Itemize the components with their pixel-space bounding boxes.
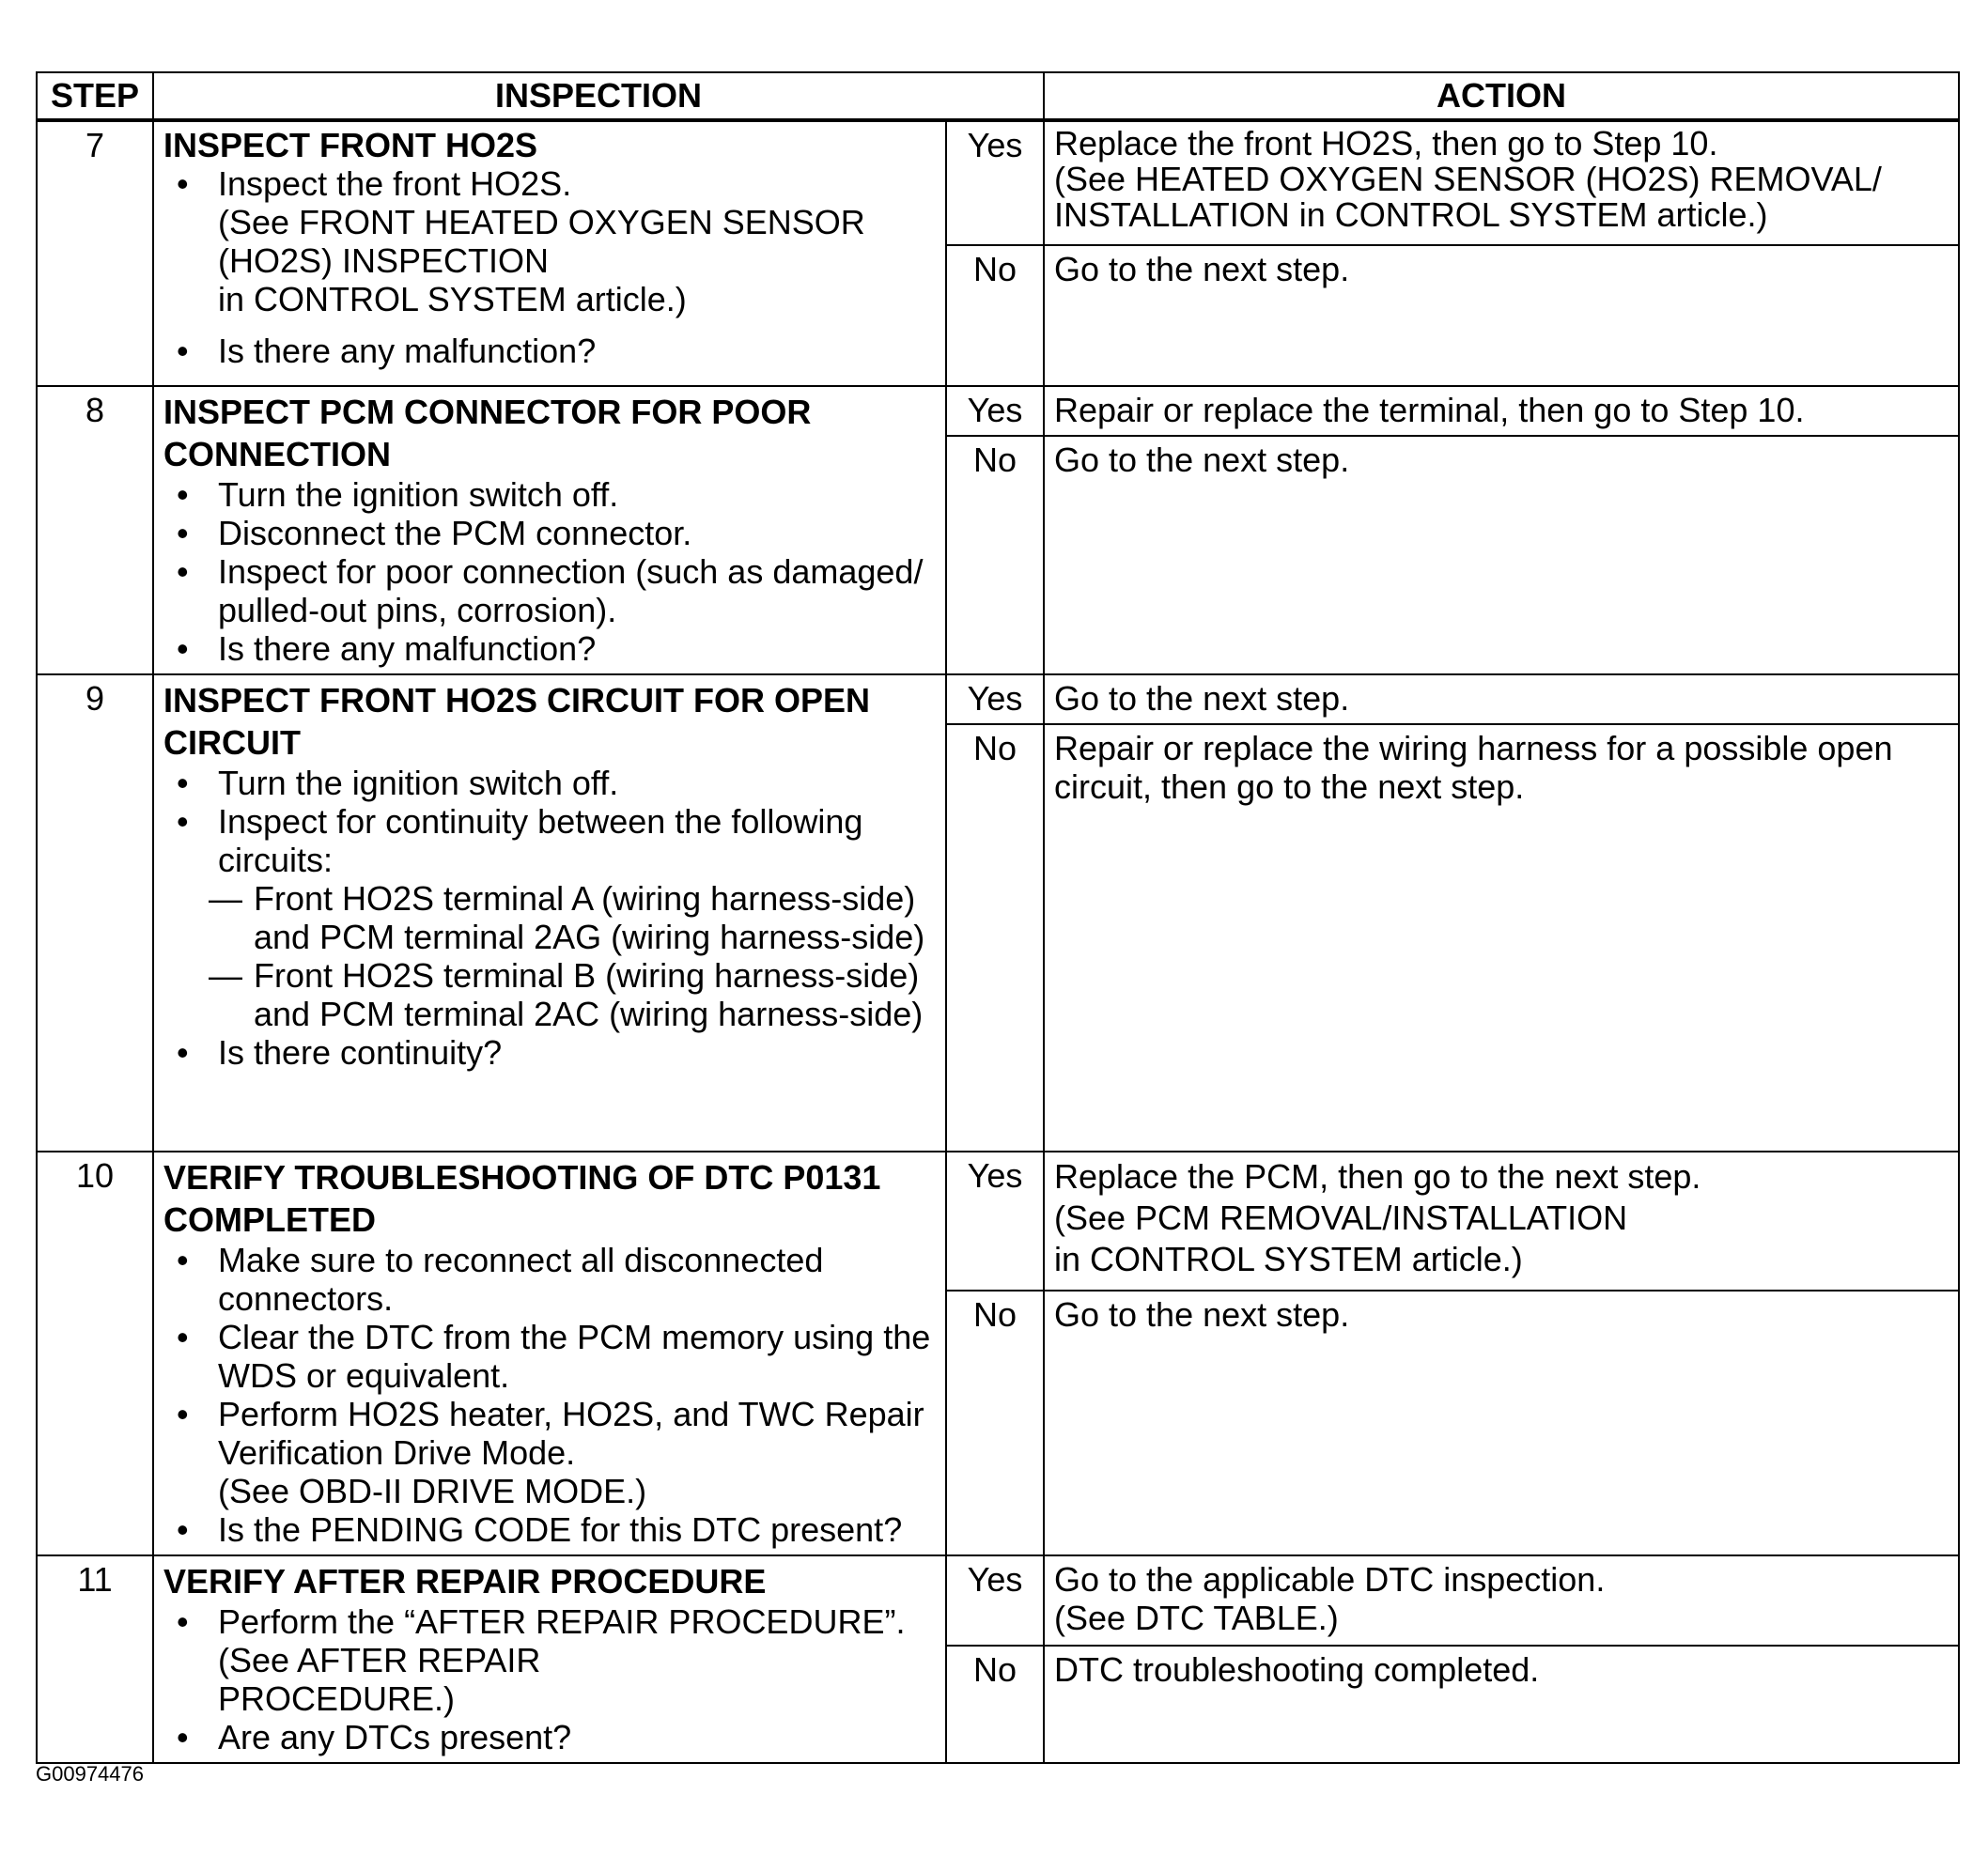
bullet-item: • Clear the DTC from the PCM memory using the WDS or equivalent. — [163, 1318, 936, 1395]
step-number: 8 — [37, 386, 153, 674]
no-label: No — [946, 245, 1044, 386]
figure-code: G00974476 — [36, 1762, 144, 1786]
bullet-item: • Inspect for continuity between the following circuits: — Front HO2S terminal A (wiring harness-side) and PCM terminal 2AG (wiring harness-side) — Front HO2S terminal B (wiring harness-side) and PCM terminal 2AC (wiring harness-side) — [163, 802, 936, 1033]
bullet-item: • Turn the ignition switch off. — [163, 764, 936, 802]
yes-action: Replace the front HO2S, then go to Step 10. (See HEATED OXYGEN SENSOR (HO2S) REMOVAL/ INSTALLATION in CONTROL SYSTEM article.) — [1044, 120, 1959, 245]
yes-label: Yes — [946, 120, 1044, 245]
inspection-bullets — [163, 1602, 936, 1756]
table-header-row — [37, 72, 1959, 120]
inspection-cell — [153, 1152, 946, 1555]
bullet-item: • Are any DTCs present? — [163, 1718, 936, 1756]
step-11-yes-row — [37, 1555, 1959, 1646]
bullet-item: • Inspect for poor connection (such as damaged/ pulled-out pins, corrosion). — [163, 552, 936, 629]
yes-label: Yes — [946, 1555, 1044, 1646]
reference-note: in CONTROL SYSTEM article.) — [218, 280, 687, 318]
bullet-item: • Perform the “AFTER REPAIR PROCEDURE”. (See AFTER REPAIR PROCEDURE.) — [163, 1602, 936, 1718]
bullet-item: • Perform HO2S heater, HO2S, and TWC Repair Verification Drive Mode. (See OBD-II DRIVE MODE.) — [163, 1395, 936, 1510]
yes-label: Yes — [946, 386, 1044, 436]
step-number: 11 — [37, 1555, 153, 1763]
no-action: Go to the next step. — [1044, 245, 1959, 386]
yes-action: Go to the applicable DTC inspection. (See DTC TABLE.) — [1044, 1555, 1959, 1646]
step-number: 7 — [37, 120, 153, 386]
header-inspection: INSPECTION — [153, 72, 1044, 120]
inspection-cell — [153, 120, 946, 386]
bullet-item: • Is there continuity? — [163, 1033, 936, 1072]
no-action: Go to the next step. — [1044, 1291, 1959, 1555]
inspection-cell — [153, 1555, 946, 1763]
inspection-title: INSPECT PCM CONNECTOR FOR POOR CONNECTION — [163, 393, 812, 473]
yes-action: Repair or replace the terminal, then go to Step 10. — [1044, 386, 1959, 436]
bullet-item: • Is the PENDING CODE for this DTC present? — [163, 1510, 936, 1549]
reference-note: (See OBD-II DRIVE MODE.) — [218, 1472, 647, 1510]
yes-label: Yes — [946, 674, 1044, 724]
inspection-cell — [153, 674, 946, 1152]
yes-action: Go to the next step. — [1044, 674, 1959, 724]
inspection-cell — [153, 386, 946, 674]
header-action: ACTION — [1044, 72, 1959, 120]
bullet-item: • Disconnect the PCM connector. — [163, 514, 936, 552]
no-action: Repair or replace the wiring harness for a possible open circuit, then go to the next step. — [1044, 724, 1959, 1152]
bullet-item: • Make sure to reconnect all disconnected connectors. — [163, 1241, 936, 1318]
inspection-title: INSPECT FRONT HO2S CIRCUIT FOR OPEN CIRCUIT — [163, 681, 871, 762]
sub-item: — Front HO2S terminal A (wiring harness-side) and PCM terminal 2AG (wiring harness-side) — [209, 879, 925, 956]
step-9-yes-row — [37, 674, 1959, 724]
step-10-yes-row — [37, 1152, 1959, 1291]
step-number: 10 — [37, 1152, 153, 1555]
no-action: Go to the next step. — [1044, 436, 1959, 674]
inspection-bullets — [163, 764, 936, 1072]
inspection-bullets — [163, 164, 936, 370]
no-label: No — [946, 1646, 1044, 1763]
no-label: No — [946, 436, 1044, 674]
bullet-item: • Is there any malfunction? — [163, 332, 936, 370]
header-step: STEP — [37, 72, 153, 120]
bullet-item: • Inspect the front HO2S. (See FRONT HEATED OXYGEN SENSOR (HO2S) INSPECTION in CONTROL SYSTEM article.) — [163, 164, 936, 318]
no-label: No — [946, 724, 1044, 1152]
sub-item: — Front HO2S terminal B (wiring harness-side) and PCM terminal 2AC (wiring harness-side) — [209, 956, 924, 1033]
step-7-yes-row — [37, 120, 1959, 245]
inspection-bullets — [163, 475, 936, 668]
inspection-title: VERIFY TROUBLESHOOTING OF DTC P0131 COMPLETED — [163, 1158, 881, 1239]
bullet-item: • Is there any malfunction? — [163, 629, 936, 668]
no-action: DTC troubleshooting completed. — [1044, 1646, 1959, 1763]
reference-note: (See FRONT HEATED OXYGEN SENSOR (HO2S) INSPECTION — [218, 203, 865, 280]
inspection-title: VERIFY AFTER REPAIR PROCEDURE — [163, 1562, 767, 1601]
reference-note: (See AFTER REPAIR PROCEDURE.) — [218, 1641, 541, 1718]
step-8-yes-row — [37, 386, 1959, 436]
inspection-bullets — [163, 1241, 936, 1549]
yes-label: Yes — [946, 1152, 1044, 1291]
bullet-item: • Turn the ignition switch off. — [163, 475, 936, 514]
dtc-troubleshooting-table — [36, 71, 1960, 1764]
yes-action: Replace the PCM, then go to the next step. (See PCM REMOVAL/INSTALLATION in CONTROL SYSTEM article.) — [1044, 1152, 1959, 1291]
no-label: No — [946, 1291, 1044, 1555]
step-number: 9 — [37, 674, 153, 1152]
inspection-title: INSPECT FRONT HO2S — [163, 126, 538, 164]
